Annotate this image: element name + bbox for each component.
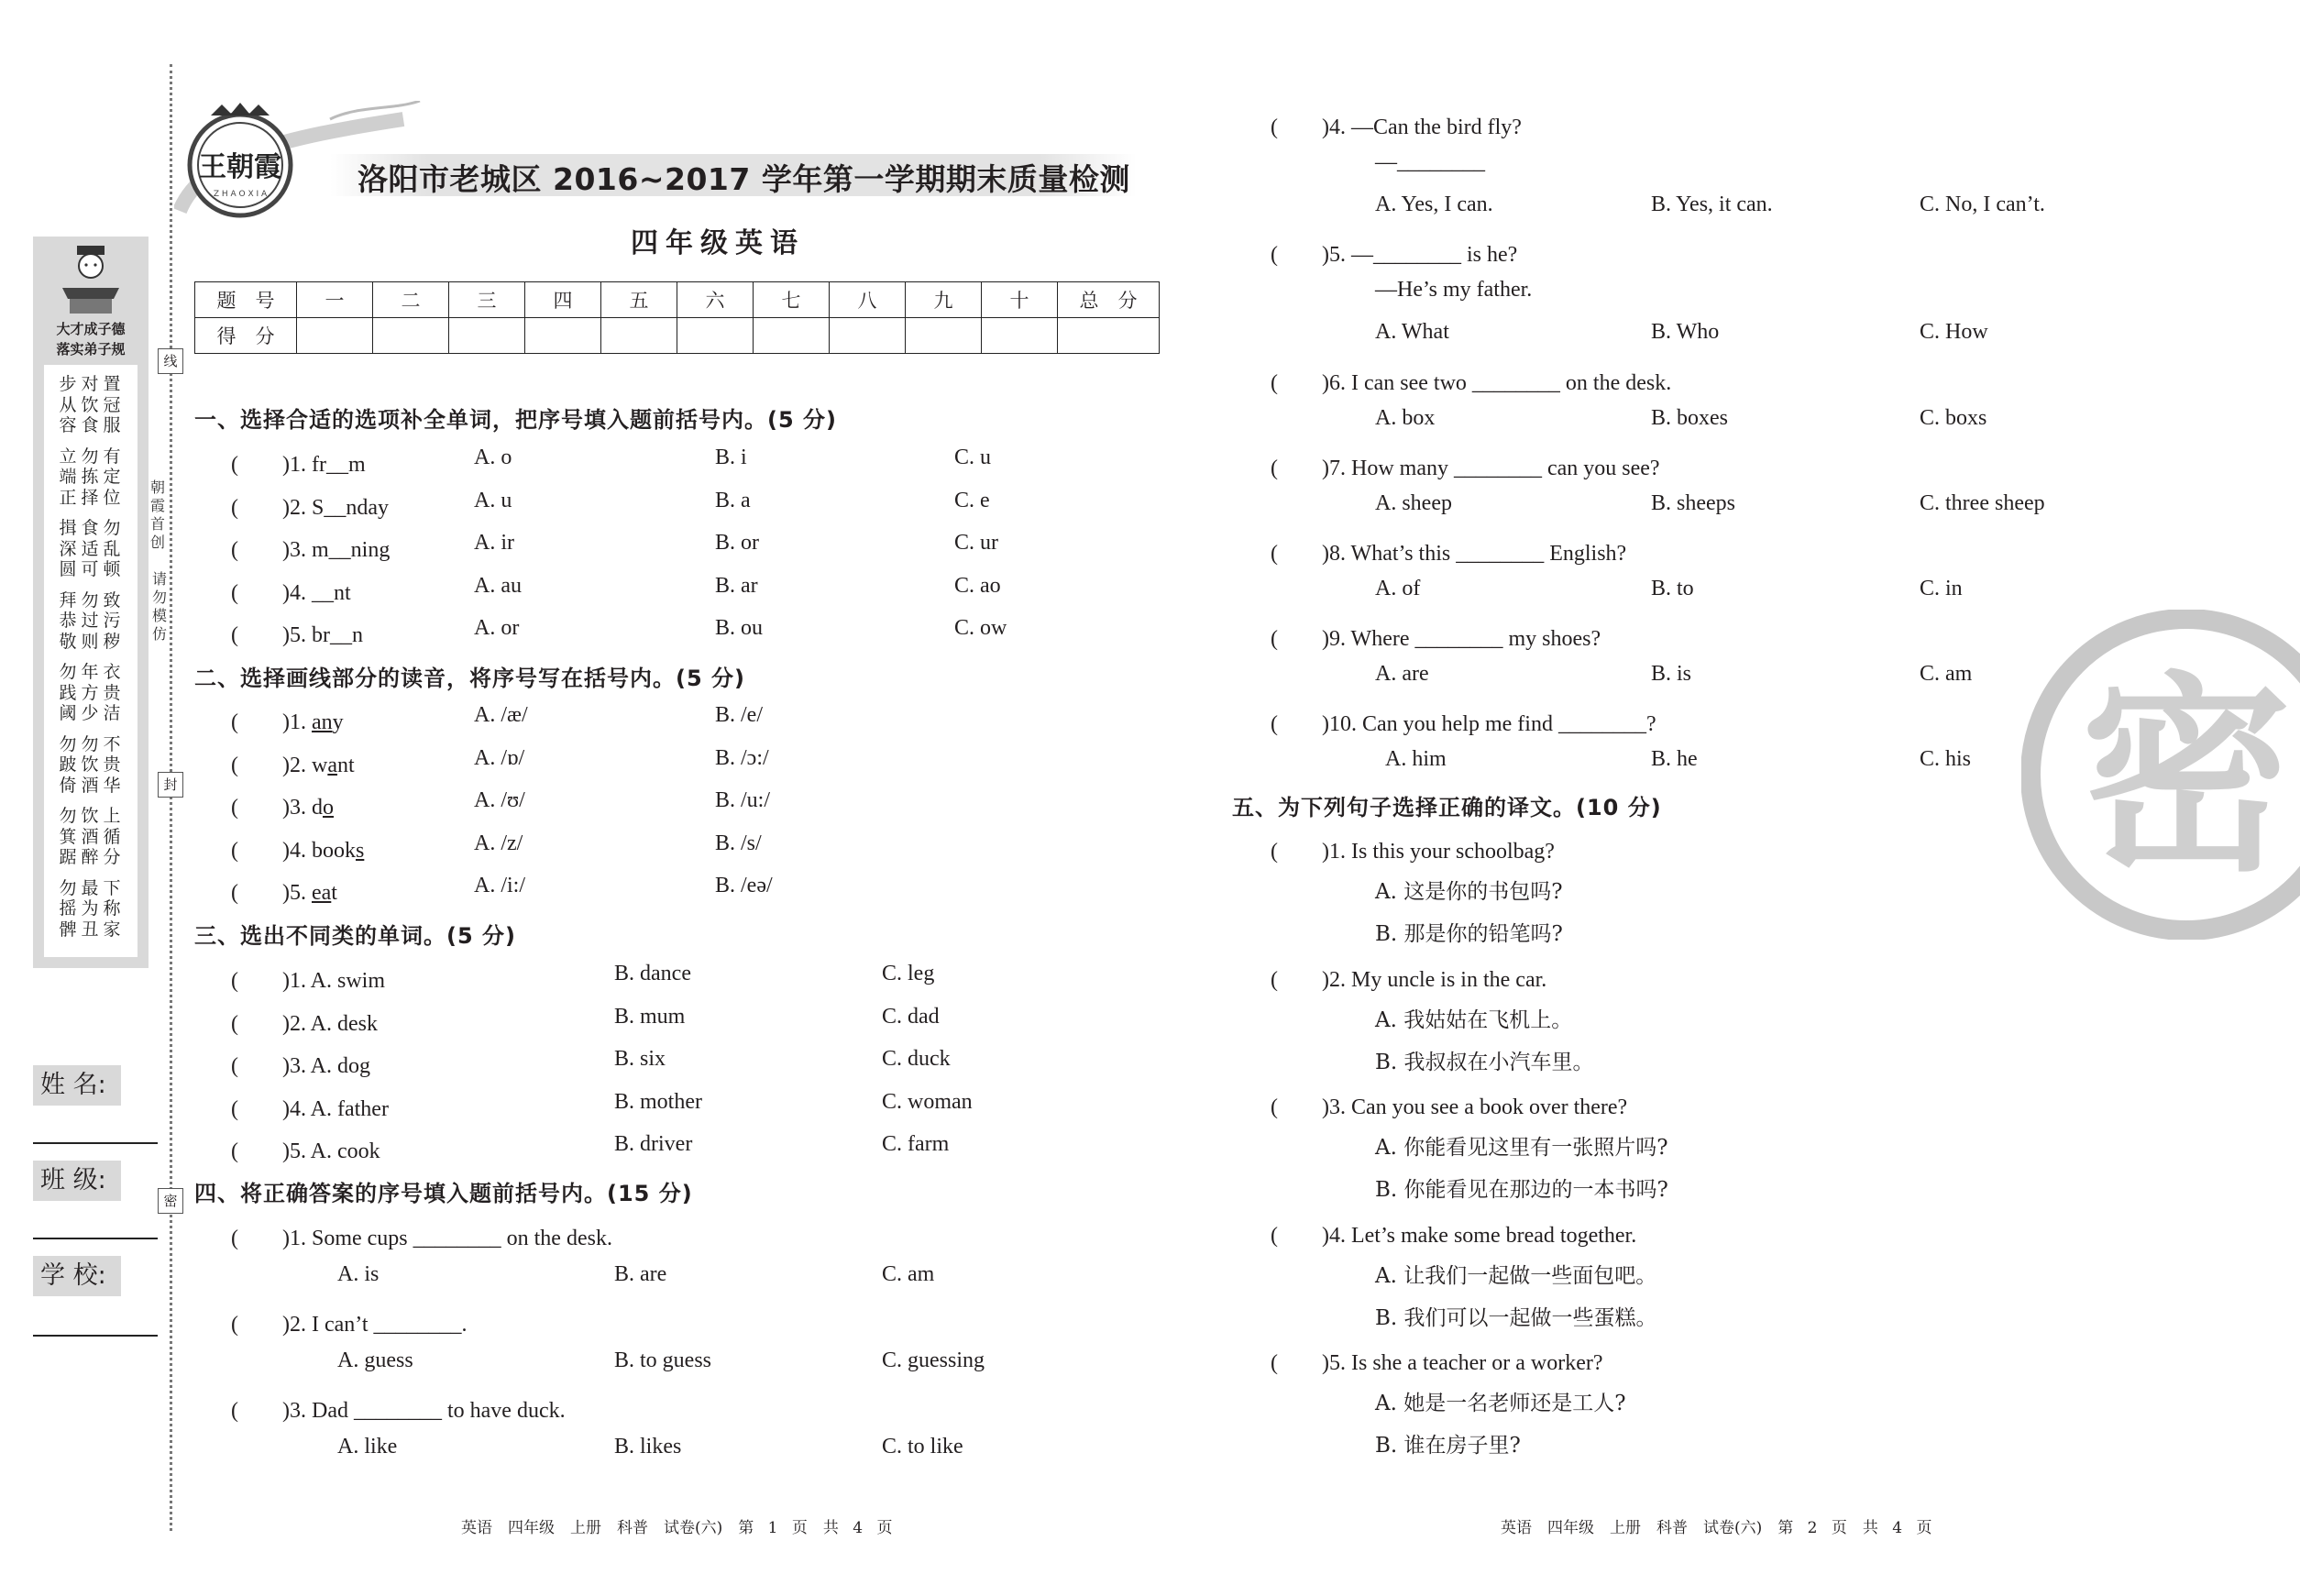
- s2-word-start: w: [311, 753, 328, 777]
- name-label: 姓 名:: [33, 1065, 121, 1106]
- logo-text: 王朝霞: [199, 151, 281, 183]
- score-input-cell[interactable]: [373, 318, 449, 354]
- s2-option-a: A. /ɒ/: [474, 745, 525, 770]
- s2-option-a: A. /ʊ/: [474, 788, 525, 813]
- copyright-note-2: 请勿模仿: [151, 570, 167, 643]
- s5-option-b: B. 我们可以一起做一些蛋糕。: [1375, 1305, 1657, 1330]
- class-label: 班 级:: [33, 1161, 121, 1201]
- s5-option-a: A. 让我们一起做一些面包吧。: [1375, 1263, 1657, 1288]
- class-input-line[interactable]: [33, 1238, 158, 1239]
- etiquette-rule-column: 勿拣择: [81, 446, 99, 508]
- s5-option-a: A. 这是你的书包吗?: [1375, 880, 1563, 904]
- s3-option-c: C. leg: [882, 962, 935, 985]
- s2-option-b: B. /s/: [715, 831, 762, 855]
- s4-option-a: A. like: [337, 1435, 398, 1458]
- s5-question-stem: ( )2. My uncle is in the car.: [1271, 967, 1547, 992]
- s4-question-stem: ( )9. Where ________ my shoes?: [1271, 627, 1601, 651]
- s1-option-b: B. i: [715, 446, 747, 469]
- s2-question: [231, 874, 337, 906]
- score-input-cell[interactable]: [449, 318, 525, 354]
- s4-option-b: B. to: [1651, 577, 1694, 600]
- s4-option-b: B. he: [1651, 747, 1698, 771]
- s4-option-b: B. boxes: [1651, 406, 1728, 430]
- s3-option-b: B. mother: [614, 1089, 702, 1114]
- s2-question-number: ( )2.: [231, 753, 312, 777]
- s1-option-a: A. ir: [474, 531, 514, 556]
- section-5-title: 五、为下列句子选择正确的译文。(10 分): [1232, 795, 1662, 820]
- s4-q4-option-b: B. Yes, it can.: [1651, 193, 1773, 216]
- s5-option-a: A. 你能看见这里有一张照片吗?: [1375, 1136, 1668, 1160]
- score-header-cell: 六: [677, 282, 754, 318]
- s2-underlined-part: a: [327, 753, 337, 777]
- s4-q5-reply: —He’s my father.: [1375, 278, 1533, 302]
- s4-option-c: C. to like: [882, 1435, 963, 1458]
- subject-title: 四年级英语: [631, 227, 805, 259]
- s2-option-a: A. /z/: [474, 831, 523, 855]
- s4-option-b: B. likes: [614, 1435, 682, 1458]
- etiquette-rule-column: 食适可: [81, 518, 99, 579]
- score-header-cell: 七: [754, 282, 830, 318]
- seal-seal-mark: 封: [158, 772, 183, 798]
- score-table: [194, 281, 1160, 354]
- etiquette-rule-column: 下称家: [103, 877, 121, 940]
- s2-question-number: ( )3.: [231, 796, 312, 820]
- footer-page-1: 英语 四年级 上册 科普 试卷(六) 第 1 页 共 4 页: [461, 1519, 893, 1537]
- s5-option-a: A. 我姑姑在飞机上。: [1375, 1007, 1573, 1032]
- name-input-line[interactable]: [33, 1142, 158, 1144]
- s4-q5-stem: ( )5. —________ is he?: [1271, 243, 1518, 267]
- s3-option-c: C. farm: [882, 1132, 950, 1157]
- score-input-cell[interactable]: [601, 318, 677, 354]
- s1-option-b: B. ar: [715, 573, 758, 598]
- s5-question-stem: ( )3. Can you see a book over there?: [1271, 1095, 1628, 1119]
- s4-option-a: A. guess: [337, 1348, 413, 1372]
- s2-underlined-part: s: [355, 838, 365, 863]
- s5-question-stem: ( )5. Is she a teacher or a worker?: [1271, 1351, 1603, 1375]
- school-label: 学 校:: [33, 1256, 121, 1296]
- s1-option-c: C. u: [954, 446, 992, 469]
- score-header-cell: 九: [906, 282, 982, 318]
- s4-option-c: C. his: [1920, 747, 1972, 771]
- s2-underlined-part: o: [322, 796, 334, 820]
- s4-option-a: A. of: [1375, 577, 1421, 600]
- s4-option-a: A. him: [1385, 747, 1447, 771]
- s4-option-c: C. in: [1920, 577, 1963, 600]
- s4-question-stem: ( )7. How many ________ can you see?: [1271, 457, 1660, 480]
- s3-option-b: B. dance: [614, 962, 691, 985]
- s4-question-stem: ( )2. I can’t ________.: [231, 1313, 468, 1337]
- copyright-note-1: 朝霞首创: [149, 479, 165, 551]
- etiquette-rule-column: 上循分: [103, 806, 121, 867]
- s2-question: [231, 831, 364, 864]
- s5-option-b: B. 我叔叔在小汽车里。: [1375, 1050, 1594, 1074]
- s2-question: [231, 746, 355, 778]
- etiquette-rule-column: 勿乱顿: [103, 518, 121, 579]
- s4-q4-option-a: A. Yes, I can.: [1375, 193, 1493, 216]
- s4-option-c: C. three sheep: [1920, 491, 2045, 515]
- s4-q4-stem: ( )4. —Can the bird fly?: [1271, 116, 1522, 139]
- s3-option-c: C. woman: [882, 1089, 973, 1114]
- s1-option-b: B. ou: [715, 616, 764, 641]
- s4-option-b: B. is: [1651, 662, 1692, 686]
- s3-question: ( )3. A. dog: [231, 1054, 370, 1079]
- etiquette-rule-column: 衣贵洁: [103, 662, 121, 723]
- s4-option-a: A. sheep: [1375, 491, 1452, 515]
- etiquette-rule-column: 年方少: [81, 662, 99, 723]
- etiquette-rule-column: 步从容: [59, 374, 77, 435]
- score-input-cell[interactable]: [677, 318, 754, 354]
- score-input-cell[interactable]: [906, 318, 982, 354]
- etiquette-rule-column: 有定位: [103, 446, 121, 508]
- s4-q5-option-b: B. Who: [1651, 320, 1720, 344]
- s2-option-b: B. /e/: [715, 703, 763, 727]
- s4-option-c: C. am: [882, 1262, 935, 1286]
- score-header-cell: 四: [525, 282, 601, 318]
- score-header-cell: 二: [373, 282, 449, 318]
- s2-word-end: nt: [336, 753, 355, 777]
- s2-question-number: ( )5.: [231, 881, 312, 906]
- s1-question: ( )5. br__n: [231, 623, 363, 648]
- s5-option-b: B. 谁在房子里?: [1375, 1434, 1521, 1458]
- score-header-cell: 三: [449, 282, 525, 318]
- s5-question-stem: ( )1. Is this your schoolbag?: [1271, 840, 1555, 864]
- s2-option-b: B. /ɔ:/: [715, 745, 769, 770]
- s3-option-b: B. driver: [614, 1132, 693, 1157]
- s2-underlined-part: ea: [311, 881, 332, 906]
- etiquette-panel: [33, 237, 149, 968]
- score-input-cell[interactable]: [754, 318, 830, 354]
- score-input-cell[interactable]: [297, 318, 373, 354]
- s3-question: ( )5. A. cook: [231, 1139, 380, 1164]
- s4-question-stem: ( )8. What’s this ________ English?: [1271, 542, 1627, 566]
- secret-seal-watermark: [2021, 610, 2300, 940]
- s2-option-b: B. /u:/: [715, 788, 771, 813]
- s3-option-b: B. mum: [614, 1004, 686, 1029]
- s2-option-a: A. /æ/: [474, 703, 528, 727]
- s2-question: [231, 788, 334, 820]
- etiquette-rule-column: 勿过则: [81, 589, 99, 652]
- s1-option-a: A. o: [474, 446, 512, 469]
- s2-word-start: d: [311, 796, 323, 820]
- s2-question-number: ( )4.: [231, 838, 312, 863]
- s4-option-b: B. are: [614, 1262, 667, 1286]
- s4-question-stem: ( )6. I can see two ________ on the desk.: [1271, 371, 1672, 395]
- s2-option-a: A. /i:/: [474, 874, 526, 898]
- s4-question-stem: ( )3. Dad ________ to have duck.: [231, 1399, 566, 1423]
- etiquette-rule-column: 致污秽: [103, 589, 121, 652]
- binding-dotted-line: [170, 64, 172, 1531]
- s1-question: ( )2. S__nday: [231, 495, 389, 520]
- s4-question-stem: ( )1. Some cups ________ on the desk.: [231, 1227, 612, 1250]
- s4-q5-option-c: C. How: [1920, 320, 1988, 344]
- s4-q5-option-a: A. What: [1375, 320, 1449, 344]
- s1-option-a: A. or: [474, 616, 520, 641]
- s4-question-stem: ( )10. Can you help me find ________?: [1271, 712, 1656, 736]
- score-header-cell: 总 分: [1058, 282, 1160, 318]
- etiquette-rule-column: 饮酒醉: [81, 806, 99, 867]
- svg-text:Z H A O X I A: Z H A O X I A: [213, 190, 268, 199]
- s2-question-number: ( )1.: [231, 710, 312, 734]
- s4-q4-option-c: C. No, I can’t.: [1920, 193, 2045, 216]
- watermark-char: 密: [2080, 655, 2293, 900]
- etiquette-rule-column: 勿箕踞: [59, 806, 77, 867]
- s2-option-b: B. /eə/: [715, 874, 773, 898]
- s5-option-b: B. 你能看见在那边的一本书吗?: [1375, 1178, 1668, 1202]
- s5-option-a: A. 她是一名老师还是工人?: [1375, 1392, 1626, 1415]
- s3-question: ( )4. A. father: [231, 1096, 389, 1121]
- etiquette-rule-column: 拜恭敬: [59, 589, 77, 652]
- etiquette-rule-column: 勿饮酒: [81, 733, 99, 796]
- s4-q4-answer-line: —________: [1375, 150, 1485, 174]
- s4-option-a: A. is: [337, 1262, 380, 1286]
- score-row-label: 得 分: [195, 318, 297, 354]
- s1-option-c: C. ur: [954, 531, 998, 556]
- s3-option-b: B. six: [614, 1047, 666, 1072]
- s1-option-a: A. au: [474, 573, 522, 598]
- score-input-cell[interactable]: [982, 318, 1058, 354]
- school-input-line[interactable]: [33, 1335, 158, 1337]
- s4-option-c: C. am: [1920, 662, 1973, 686]
- etiquette-rule-column: 勿摇髀: [59, 877, 77, 940]
- motto-line-1: 大才成子德: [56, 321, 126, 337]
- s2-word-start: book: [311, 838, 356, 863]
- etiquette-rule-column: 勿践阈: [59, 662, 77, 723]
- s2-word-end: y: [332, 710, 344, 734]
- s4-option-a: A. are: [1375, 662, 1429, 686]
- s1-option-b: B. a: [715, 488, 751, 512]
- scholar-figure-icon: [53, 244, 128, 317]
- score-header-cell: 一: [297, 282, 373, 318]
- section-3-title: 三、选出不同类的单词。(5 分): [194, 923, 516, 949]
- exam-title: 洛阳市老城区 2016~2017 学年第一学期期末质量检测: [358, 161, 1130, 197]
- s3-question: ( )2. A. desk: [231, 1011, 378, 1036]
- s4-option-b: B. sheeps: [1651, 491, 1735, 515]
- s5-question-stem: ( )4. Let’s make some bread together.: [1271, 1223, 1637, 1248]
- etiquette-rule-column: 不贵华: [103, 733, 121, 796]
- etiquette-rule-column: 立端正: [59, 446, 77, 508]
- s1-question: ( )1. fr__m: [231, 453, 366, 477]
- section-1-title: 一、选择合适的选项补全单词，把序号填入题前括号内。(5 分): [194, 407, 837, 433]
- score-input-cell[interactable]: [1058, 318, 1160, 354]
- etiquette-rule-column: 置冠服: [103, 374, 121, 435]
- score-header-cell: 五: [601, 282, 677, 318]
- s1-option-b: B. or: [715, 531, 759, 556]
- s1-question: ( )3. m__ning: [231, 538, 391, 563]
- s4-option-c: C. guessing: [882, 1348, 985, 1372]
- motto-line-2: 落实弟子规: [56, 341, 126, 358]
- s1-option-c: C. ow: [954, 616, 1007, 641]
- score-input-cell[interactable]: [525, 318, 601, 354]
- section-4-title: 四、将正确答案的序号填入题前括号内。(15 分): [194, 1181, 693, 1206]
- s3-option-c: C. duck: [882, 1047, 951, 1072]
- etiquette-rule-column: 揖深圆: [59, 518, 77, 579]
- etiquette-rule-column: 最为丑: [81, 877, 99, 940]
- seal-secret-mark: 密: [158, 1188, 183, 1214]
- score-header-cell: 题 号: [195, 282, 297, 318]
- etiquette-rule-column: 对饮食: [81, 374, 99, 435]
- s2-underlined-part: an: [311, 710, 333, 734]
- score-input-cell[interactable]: [830, 318, 906, 354]
- seal-line-mark: 线: [158, 348, 183, 374]
- s2-question: [231, 703, 344, 735]
- etiquette-rule-column: 勿跛倚: [59, 733, 77, 796]
- s2-word-end: t: [331, 881, 337, 906]
- section-2-title: 二、选择画线部分的读音，将序号写在括号内。(5 分): [194, 666, 745, 691]
- score-header-cell: 十: [982, 282, 1058, 318]
- s4-option-c: C. boxs: [1920, 406, 1987, 430]
- s1-option-a: A. u: [474, 488, 512, 512]
- s4-option-b: B. to guess: [614, 1348, 712, 1372]
- score-header-cell: 八: [830, 282, 906, 318]
- s3-question: ( )1. A. swim: [231, 969, 385, 993]
- s5-option-b: B. 那是你的铅笔吗?: [1375, 922, 1563, 946]
- s1-option-c: C. e: [954, 488, 990, 512]
- s1-question: ( )4. __nt: [231, 580, 351, 605]
- s1-option-c: C. ao: [954, 573, 1001, 598]
- s4-option-a: A. box: [1375, 406, 1436, 430]
- s3-option-c: C. dad: [882, 1004, 940, 1029]
- footer-page-2: 英语 四年级 上册 科普 试卷(六) 第 2 页 共 4 页: [1501, 1519, 1932, 1537]
